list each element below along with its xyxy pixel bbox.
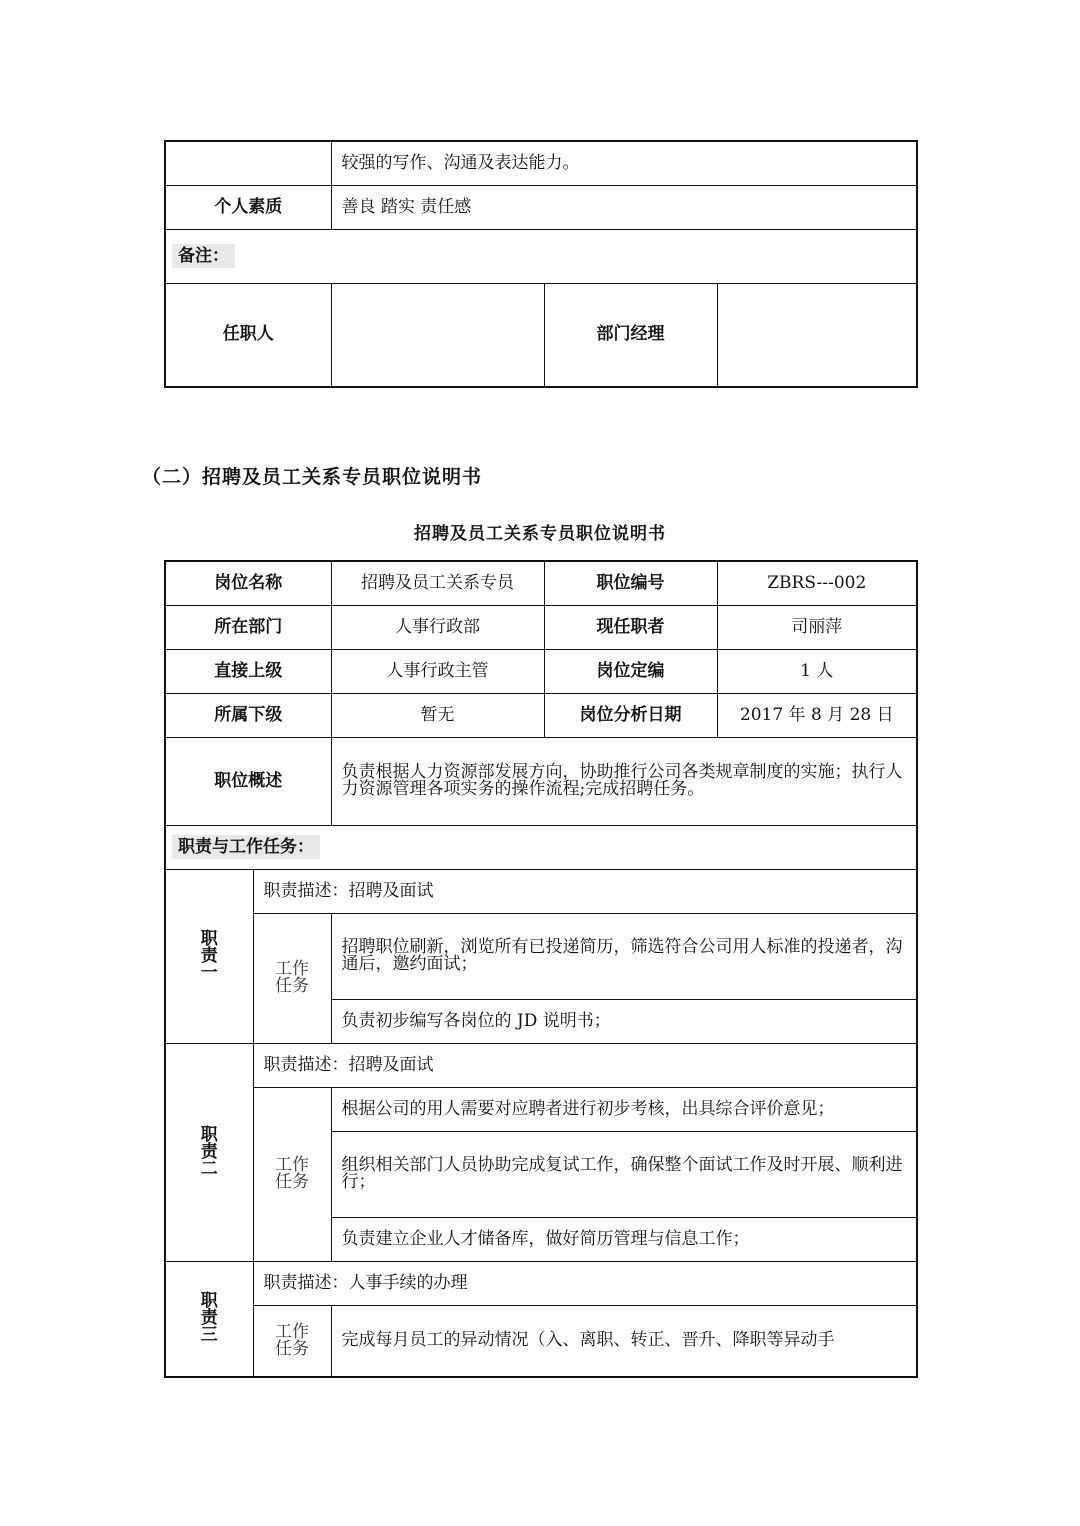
duty-2-task-3: 负责建立企业人才储备库，做好简历管理与信息工作； (331, 1217, 917, 1261)
incumbent-value (331, 283, 544, 387)
duty-2-desc: 职责描述：招聘及面试 (253, 1043, 917, 1087)
superior-label: 直接上级 (165, 649, 331, 693)
overview-label: 职位概述 (165, 737, 331, 825)
duty-1-desc: 职责描述：招聘及面试 (253, 869, 917, 913)
position-name-label: 岗位名称 (165, 561, 331, 605)
ability-value: 较强的写作、沟通及表达能力。 (331, 141, 917, 185)
document-title: 招聘及员工关系专员职位说明书 (414, 524, 666, 544)
position-no-label: 职位编号 (544, 561, 717, 605)
duty-1-task-label: 工作 任务 (253, 913, 331, 1043)
duty-2-task-2: 组织相关部门人员协助完成复试工作，确保整个面试工作及时开展、顺利进行； (331, 1131, 917, 1217)
duty-3-task-label: 工作 任务 (253, 1305, 331, 1377)
analysis-date-value: 2017 年 8 月 28 日 (717, 693, 917, 737)
duties-header-row (165, 825, 917, 869)
subordinate-label: 所属下级 (165, 693, 331, 737)
duties-header: 职责与工作任务： (172, 835, 320, 859)
duty-3-task-1: 完成每月员工的异动情况（入、离职、转正、晋升、降职等异动手 (331, 1305, 917, 1377)
manager-label: 部门经理 (544, 283, 717, 387)
duty-2-label: 职 责 二 (165, 1043, 253, 1261)
remarks-row (165, 229, 917, 283)
previous-position-table (164, 140, 918, 388)
duty-2-task-label: 工作 任务 (253, 1087, 331, 1261)
headcount-value: 1 人 (717, 649, 917, 693)
position-name-value: 招聘及员工关系专员 (331, 561, 544, 605)
incumbent-label: 任职人 (165, 283, 331, 387)
overview-value: 负责根据人力资源部发展方向，协助推行公司各类规章制度的实施；执行人力资源管理各项实务的操作流程;完成招聘任务。 (331, 737, 917, 825)
department-label: 所在部门 (165, 605, 331, 649)
subordinate-value: 暂无 (331, 693, 544, 737)
personal-quality-value: 善良 踏实 责任感 (331, 185, 917, 229)
superior-value: 人事行政主管 (331, 649, 544, 693)
duty-3-label: 职 责 三 (165, 1261, 253, 1377)
headcount-label: 岗位定编 (544, 649, 717, 693)
analysis-date-label: 岗位分析日期 (544, 693, 717, 737)
row1-label-empty (165, 141, 331, 185)
duty-2-task-1: 根据公司的用人需要对应聘者进行初步考核，出具综合评价意见； (331, 1087, 917, 1131)
duty-1-label: 职 责 一 (165, 869, 253, 1043)
duty-1-task-2: 负责初步编写各岗位的 JD 说明书； (331, 999, 917, 1043)
duty-1-task-1: 招聘职位刷新，浏览所有已投递简历，筛选符合公司用人标准的投递者，沟通后，邀约面试； (331, 913, 917, 999)
section-heading: （二）招聘及员工关系专员职位说明书 (142, 466, 483, 488)
current-holder-label: 现任职者 (544, 605, 717, 649)
personal-quality-label: 个人素质 (165, 185, 331, 229)
position-no-value: ZBRS---002 (717, 561, 917, 605)
duty-3-desc: 职责描述：人事手续的办理 (253, 1261, 917, 1305)
job-description-table (164, 560, 918, 1378)
department-value: 人事行政部 (331, 605, 544, 649)
current-holder-value: 司丽萍 (717, 605, 917, 649)
remarks-label: 备注： (172, 244, 235, 268)
manager-value (717, 283, 917, 387)
